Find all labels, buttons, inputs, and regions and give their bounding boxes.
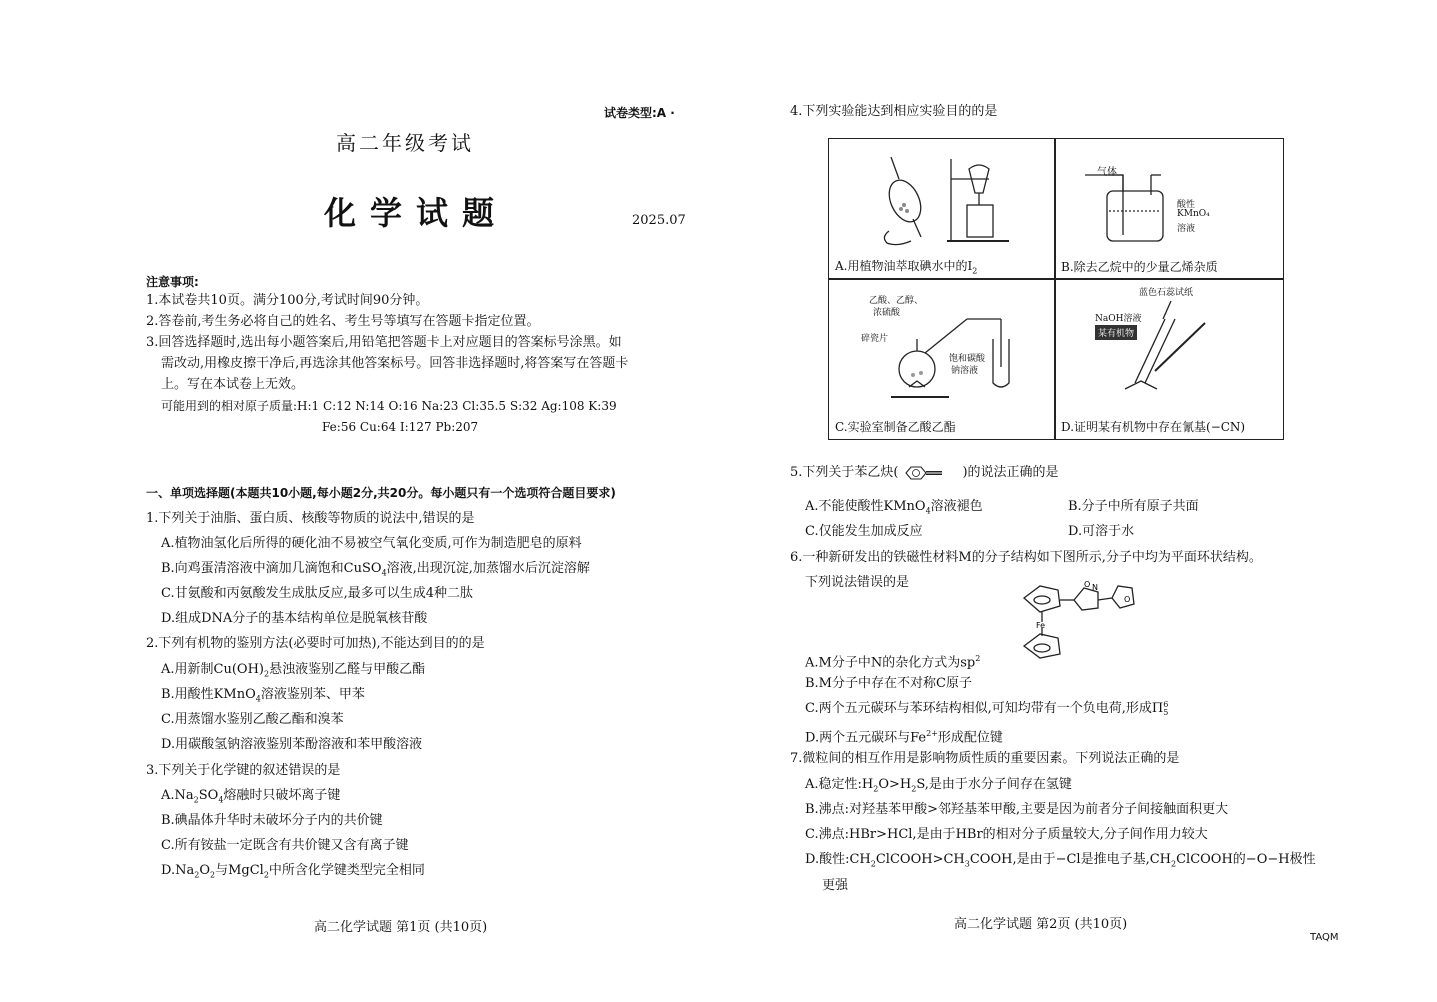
q1-option-b: B.向鸡蛋清溶液中滴加几滴饱和CuSO$_4$溶液,出现沉淀,加蒸馏水后沉淀溶解: [161, 561, 590, 578]
atomic-mass-line: Fe:56 Cu:64 I:127 Pb:207: [322, 420, 479, 434]
q3-option-c: C.所有铵盐一定既含有共价键又含有离子键: [161, 838, 409, 853]
q2-option-b: B.用酸性KMnO$_4$溶液鉴别苯、甲苯: [161, 687, 365, 704]
section-heading: 一、单项选择题(本题共10小题,每小题2分,共20分。每小题只有一个选项符合题目要求): [146, 486, 616, 500]
q7-option-d-cont: 更强: [822, 878, 849, 893]
q3-stem: 3.下列关于化学键的叙述错误的是: [146, 763, 341, 778]
grade-title: 高二年级考试: [336, 131, 474, 155]
q4-stem: 4.下列实验能达到相应实验目的的是: [790, 104, 998, 119]
q2-option-c: C.用蒸馏水鉴别乙酸乙酯和溴苯: [161, 712, 344, 727]
gas-washing-bottle-diagram: [1055, 139, 1283, 257]
cyano-test-diagram: [1055, 279, 1283, 415]
notice-item: 需改动,用橡皮擦干净后,再选涂其他答案标号。回答非选择题时,将答案写在答题卡: [161, 356, 629, 371]
q7-option-a: A.稳定性$:H_2O>H_2S$,是由于水分子间存在氢键: [805, 777, 1072, 794]
q3-option-a: $A.Na_2SO_4$熔融时只破坏离子键: [161, 788, 341, 805]
ferrocene-molecule-structure: [1018, 578, 1138, 658]
q4-figure-grid: [828, 138, 1282, 438]
q4-caption-a: A.用植物油萃取碘水中的$I_2$: [835, 258, 978, 275]
label-solution: 溶液: [1177, 224, 1196, 234]
label-acidic: 酸性: [1177, 200, 1196, 210]
q4-cell-c: [828, 278, 1056, 440]
q1-option-c: C.甘氨酸和丙氨酸发生成肽反应,最多可以生成4种二肽: [161, 586, 474, 601]
q1-option-a: A.植物油氢化后所得的硬化油不易被空气氧化变质,可作为制造肥皂的原料: [161, 536, 582, 551]
notice-item: 2.答卷前,考生务必将自己的姓名、考生号等填写在答题卡指定位置。: [146, 314, 540, 329]
label-fe: Fe: [1036, 621, 1046, 630]
q7-stem: 7.微粒间的相互作用是影响物质性质的重要因素。下列说法正确的是: [790, 751, 1180, 766]
q6-stem: 6.一种新研发出的铁磁性材料M的分子结构如下图所示,分子中均为平面环状结构。: [790, 550, 1262, 565]
ester-preparation-diagram: [829, 279, 1055, 415]
q7-option-c: C.沸点:HBr>HCl,是由于HBr的相对分子质量较大,分子间作用力较大: [805, 827, 1208, 842]
q7-option-d: D.酸性$:CH_2ClCOOH>CH_3COOH$,是由于−Cl是推电子基$,CH_2ClCOOH$的−O−H极性: [805, 852, 1316, 869]
label-chips: 碎瓷片: [861, 334, 889, 344]
q4-caption-c: C.实验室制备乙酸乙酯: [835, 420, 956, 434]
q7-option-b: B.沸点:对羟基苯甲酸>邻羟基苯甲酸,主要是因为前者分子间接触面积更大: [805, 802, 1229, 817]
exam-date: 2025.07: [632, 213, 686, 228]
q5-option-a: A.不能使酸性KMnO$_4$溶液褪色: [805, 499, 983, 516]
q6-stem-line2: 下列说法错误的是: [805, 575, 910, 590]
separatory-funnel-diagram: [829, 139, 1055, 257]
label-organic: 某有机物: [1095, 325, 1137, 340]
label-sulfuric: 浓硫酸: [873, 308, 901, 318]
page-footer: 高二化学试题 第1页 (共10页): [314, 920, 488, 935]
label-kmno4: KMnO₄: [1177, 209, 1210, 219]
atomic-mass-line: 可能用到的相对原子质量:H:1 C:12 N:14 O:16 Na:23 Cl:35.5 S:32 Ag:108 K:39: [161, 399, 617, 413]
corner-code: TAQM: [1310, 932, 1339, 943]
label-o: O: [1084, 580, 1091, 589]
notice-item: 上。写在本试卷上无效。: [161, 377, 305, 392]
notice-item: 1.本试卷共10页。满分100分,考试时间90分钟。: [146, 293, 429, 308]
notice-item: 3.回答选择题时,选出每小题答案后,用铅笔把答题卡上对应题目的答案标号涂黑。如: [146, 335, 622, 350]
q5-option-b: B.分子中所有原子共面: [1068, 499, 1199, 514]
q5-option-c: C.仅能发生加成反应: [805, 524, 923, 539]
label-sodium: 钠溶液: [951, 366, 979, 376]
page-footer: 高二化学试题 第2页 (共10页): [954, 917, 1128, 932]
right-page: [718, 0, 1437, 1002]
q3-option-d: $D.Na_2O_2$与MgCl$_2$中所含化学键类型完全相同: [161, 863, 425, 880]
q1-option-d: D.组成DNA分子的基本结构单位是脱氧核苷酸: [161, 611, 428, 626]
label-gas: 气体: [1097, 167, 1117, 178]
q6-option-c: C.两个五元碳环与苯环结构相似,可知均带有一个负电荷,形成Π 6 5: [805, 699, 1169, 717]
subject-title: 化学试题: [324, 194, 509, 232]
label-naoh: NaOH溶液: [1095, 314, 1142, 324]
label-reagents: 乙酸、乙醇、: [869, 296, 924, 306]
q4-cell-d: [1054, 278, 1284, 440]
phenylacetylene-structure: [898, 466, 962, 480]
label-litmus: 蓝色石蕊试纸: [1139, 288, 1194, 298]
label-saturated: 饱和碳酸: [949, 354, 986, 364]
q6-option-d: D.两个五元碳环与$Fe^{2+}$形成配位键: [805, 729, 1003, 746]
label-n: N: [1092, 583, 1098, 592]
q4-caption-d: D.证明某有机物中存在氰基(−CN): [1061, 420, 1246, 434]
q1-stem: 1.下列关于油脂、蛋白质、核酸等物质的说法中,错误的是: [146, 511, 475, 526]
q2-stem: 2.下列有机物的鉴别方法(必要时可加热),不能达到目的的是: [146, 636, 485, 651]
notice-heading: 注意事项:: [146, 275, 199, 289]
q4-caption-b: B.除去乙烷中的少量乙烯杂质: [1061, 260, 1218, 274]
q4-cell-b: [1054, 138, 1284, 280]
q2-option-d: D.用碳酸氢钠溶液鉴别苯酚溶液和苯甲酸溶液: [161, 737, 423, 752]
left-page: [0, 0, 718, 1002]
q3-option-b: B.碘晶体升华时未破坏分子内的共价键: [161, 813, 383, 828]
q5-stem: 5.下列关于苯乙炔( )的说法正确的是: [790, 465, 1059, 480]
q6-option-a: A.M分子中N的杂化方式为$sp^2$: [805, 654, 981, 671]
paper-type-label: 试卷类型:A ·: [604, 106, 675, 120]
label-o2: O: [1124, 595, 1131, 604]
q5-option-d: D.可溶于水: [1068, 524, 1135, 539]
q4-cell-a: [828, 138, 1056, 280]
q6-option-b: B.M分子中存在不对称C原子: [805, 676, 972, 691]
q2-option-a: A.用新制$Cu(OH)_2$悬浊液鉴别乙醛与甲酸乙酯: [161, 662, 426, 679]
